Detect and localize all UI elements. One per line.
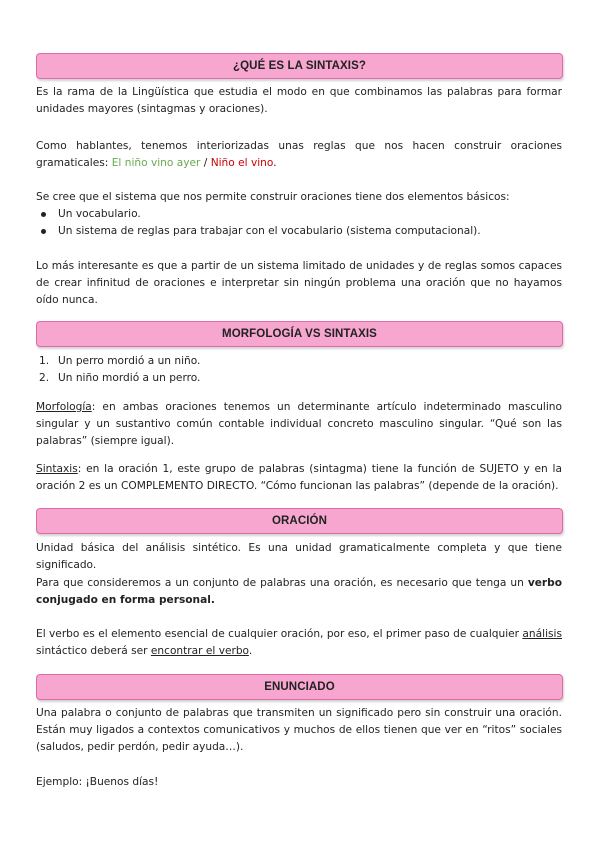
paragraph-end: . xyxy=(273,157,277,169)
paragraph-system: Se cree que el sistema que nos permite construir oraciones tiene dos elementos básicos: xyxy=(36,191,510,203)
term-encontrar-verbo: encontrar el verbo xyxy=(150,645,249,657)
term-morfologia: Morfología xyxy=(36,401,92,413)
section-title: ¿QUÉ ES LA SINTAXIS? xyxy=(233,59,366,72)
list-item xyxy=(39,370,559,387)
section-header-sintaxis xyxy=(36,53,563,79)
bold-verbo: verbo conjugado en forma personal. xyxy=(36,577,562,606)
paragraph-end: . xyxy=(248,645,253,657)
paragraph-infinity: Lo más interesante es que a partir de un sistema limitado de unidades y de reglas somos capaces de crear infinitud de oraciones e interpretar sin ningún problema una oración que no hayamos oído nunca. xyxy=(36,260,562,306)
paragraph-morfologia xyxy=(36,399,562,450)
section-title: ORACIÓN xyxy=(271,514,327,527)
list-item-number: 1. xyxy=(39,355,50,367)
list-item xyxy=(39,353,559,370)
paragraph-verbo xyxy=(36,575,562,609)
paragraph-text: Para que consideremos a un conjunto de palabras una oración, es necesario que tenga un xyxy=(36,577,528,589)
section-title: MORFOLOGÍA VS SINTAXIS xyxy=(222,327,377,340)
paragraph-ejemplo: Ejemplo: ¡Buenos días! xyxy=(36,776,159,788)
paragraph-enunciado: Una palabra o conjunto de palabras que transmiten un significado pero sin construir una oración. Están muy ligados a contextos comunicativos y muchos de ellos tienen que ver en “ritos” sociales (saludos, pedir perdón, pedir ayuda…). xyxy=(36,707,562,753)
paragraph-text: : en la oración 1, este grupo de palabras (sintagma) tiene la función de SUJETO y en la oración 2 es un COMPLEMENTO DIRECTO. “Cómo funcionan las palabras” (depende de la oración). xyxy=(36,463,562,492)
list-item-text: Un vocabulario. xyxy=(58,208,141,220)
example-correct: El niño vino ayer xyxy=(111,157,201,169)
section-header-morfologia xyxy=(36,321,563,347)
example-separator: / xyxy=(200,157,211,169)
example-incorrect: Niño el vino xyxy=(210,157,274,169)
section-header-enunciado xyxy=(36,674,563,700)
list-item-text: Un perro mordió a un niño. xyxy=(58,355,201,367)
paragraph-text: Como hablantes, tenemos interiorizadas unas reglas que nos hacen construir oraciones gramaticales: xyxy=(36,140,562,169)
term-analisis: análisis xyxy=(522,628,562,640)
bullet-icon xyxy=(41,229,46,234)
paragraph-text: El verbo es el elemento esencial de cualquier oración, por eso, el primer paso de cualquier xyxy=(36,628,523,640)
list-item-text: Un niño mordió a un perro. xyxy=(58,372,201,384)
paragraph-definition: Es la rama de la Lingüística que estudia el modo en que combinamos las palabras para formar unidades mayores (sintagmas y oraciones). xyxy=(36,86,562,115)
list-item-number: 2. xyxy=(39,372,50,384)
section-header-oracion xyxy=(36,508,563,534)
paragraph-text: sintáctico deberá ser xyxy=(36,645,151,657)
paragraph-unidad: Unidad básica del análisis sintético. Es una unidad gramaticalmente completa y que tiene significado. xyxy=(36,542,562,571)
paragraph-text: : en ambas oraciones tenemos un determinante artículo indeterminado masculino singular y un sustantivo común contable individual concreto masculino singular. “Qué son las palabras” (siempre igual). xyxy=(36,401,562,447)
term-sintaxis: Sintaxis xyxy=(36,463,78,475)
paragraph-rules xyxy=(36,138,562,172)
paragraph-sintaxis xyxy=(36,461,562,495)
paragraph-analisis xyxy=(36,626,562,660)
list-item-text: Un sistema de reglas para trabajar con el vocabulario (sistema computacional). xyxy=(58,225,481,237)
section-title: ENUNCIADO xyxy=(264,680,335,693)
bullet-icon xyxy=(41,212,46,217)
